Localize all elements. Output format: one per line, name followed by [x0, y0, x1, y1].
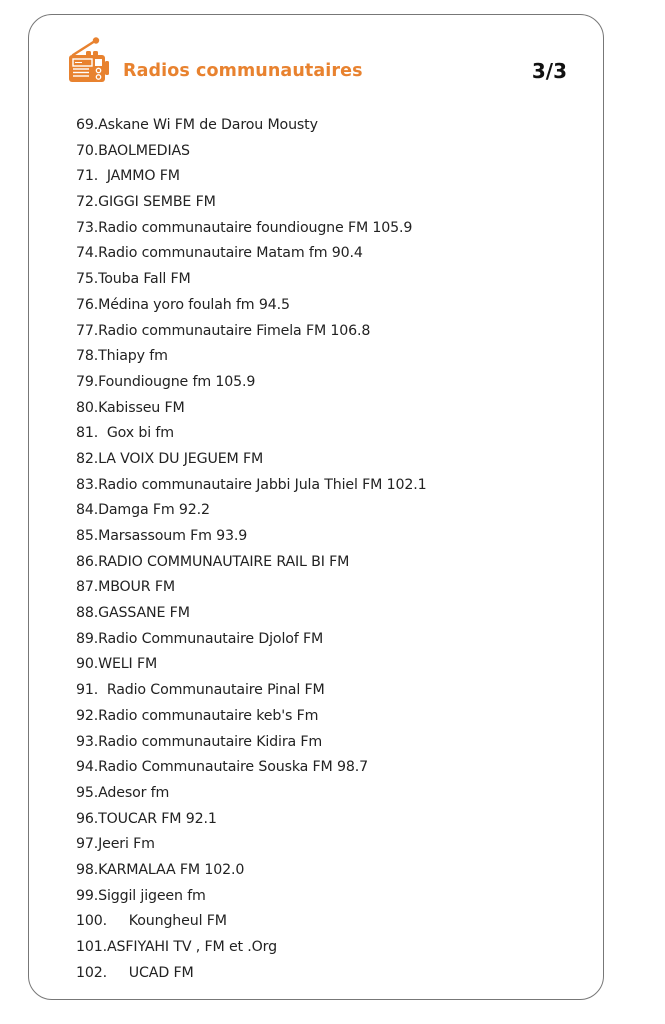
list-item: 101.ASFIYAHI TV , FM et .Org	[76, 939, 277, 955]
list-item: 69.Askane Wi FM de Darou Mousty	[76, 117, 318, 133]
list-item: 77.Radio communautaire Fimela FM 106.8	[76, 322, 371, 339]
list-item: 70.BAOLMEDIAS	[76, 142, 190, 159]
list-item: 89.Radio Communautaire Djolof FM	[76, 630, 324, 647]
list-item: 96.TOUCAR FM 92.1	[76, 810, 217, 827]
page-title: Radios communautaires	[123, 61, 363, 81]
radio-icon	[67, 35, 113, 85]
list-item: 92.Radio communautaire keb's Fm	[76, 707, 319, 724]
list-item: 76.Médina yoro foulah fm 94.5	[76, 296, 290, 313]
list-item: 86.RADIO COMMUNAUTAIRE RAIL BI FM	[76, 553, 350, 570]
radio-list-card	[28, 14, 604, 1000]
list-item: 80.Kabisseu FM	[76, 399, 185, 416]
list-item: 75.Touba Fall FM	[76, 271, 191, 288]
list-item: 88.GASSANE FM	[76, 605, 190, 622]
list-item: 83.Radio communautaire Jabbi Jula Thiel FM 102.1	[76, 476, 427, 493]
list-item: 71. JAMMO FM	[76, 168, 180, 185]
station-list	[76, 113, 426, 986]
page-indicator: 3/3	[531, 59, 567, 83]
list-item: 99.Siggil jigeen fm	[76, 887, 206, 904]
list-item: 84.Damga Fm 92.2	[76, 502, 210, 519]
list-item: 100. Koungheul FM	[76, 913, 227, 930]
list-item: 72.GIGGI SEMBE FM	[76, 194, 216, 211]
list-item: 95.Adesor fm	[76, 784, 170, 801]
list-item: 85.Marsassoum Fm 93.9	[76, 528, 248, 544]
list-item: 78.Thiapy fm	[76, 348, 168, 365]
list-item: 91. Radio Communautaire Pinal FM	[76, 682, 325, 699]
list-item: 82.LA VOIX DU JEGUEM FM	[76, 450, 264, 467]
list-item: 73.Radio communautaire foundiougne FM 105.9	[76, 219, 413, 236]
list-item: 97.Jeeri Fm	[76, 836, 155, 853]
list-item: 79.Foundiougne fm 105.9	[76, 373, 256, 390]
card-header	[67, 35, 577, 85]
list-item: 74.Radio communautaire Matam fm 90.4	[76, 245, 363, 262]
list-item: 93.Radio communautaire Kidira Fm	[76, 733, 323, 750]
list-item: 81. Gox bi fm	[76, 425, 174, 442]
list-item: 102. UCAD FM	[76, 964, 194, 981]
list-item: 94.Radio Communautaire Souska FM 98.7	[76, 759, 368, 776]
list-item: 87.MBOUR FM	[76, 579, 175, 596]
list-item: 90.WELI FM	[76, 656, 158, 673]
list-item: 98.KARMALAA FM 102.0	[76, 861, 245, 878]
